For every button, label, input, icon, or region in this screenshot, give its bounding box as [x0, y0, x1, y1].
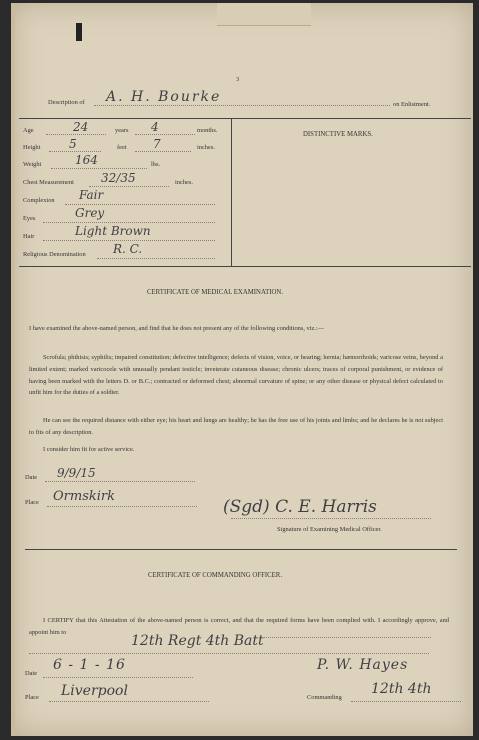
distinctive-marks-heading: DISTINCTIVE MARKS. — [303, 131, 373, 138]
appointment-dots-1 — [261, 637, 431, 638]
page-tab — [217, 3, 311, 26]
religion-label: Religious Denomination — [23, 251, 86, 258]
lower-rule — [25, 549, 457, 550]
commanding-label: Commanding — [307, 694, 342, 701]
description-suffix: on Enlistment. — [393, 101, 431, 108]
commanding-place-value: Liverpool — [61, 683, 128, 699]
medical-heading: CERTIFICATE OF MEDICAL EXAMINATION. — [147, 289, 284, 296]
description-name: A. H. Bourke — [106, 89, 222, 105]
height-feet: 5 — [69, 137, 77, 151]
hair-label: Hair — [23, 233, 35, 240]
middle-rule — [19, 266, 471, 267]
appointment-value: 12th Regt 4th Batt — [131, 633, 264, 649]
age-months-dots — [135, 134, 195, 135]
age-label: Age — [23, 127, 34, 134]
height-label: Height — [23, 144, 41, 151]
signature-dots — [231, 518, 431, 519]
commanding-date-label: Date — [25, 670, 38, 677]
attestation-page — [11, 3, 473, 736]
years-label: years — [115, 127, 129, 134]
age-years: 24 — [73, 120, 89, 134]
medical-place-dots — [47, 506, 197, 507]
eyes-value: Grey — [75, 206, 105, 220]
column-divider — [231, 118, 232, 266]
height-inches: 7 — [153, 137, 161, 151]
page-edge — [11, 3, 15, 736]
religion-value: R. C. — [113, 242, 143, 256]
inches-label: inches. — [197, 144, 215, 151]
eyes-dots — [43, 222, 215, 223]
feet-label: feet — [117, 144, 127, 151]
chest-dots — [89, 186, 169, 187]
commanding-signature: P. W. Hayes — [317, 657, 409, 673]
medical-place-label: Place — [25, 499, 39, 506]
commanding-date-value: 6 - 1 - 16 — [53, 657, 126, 673]
weight-dots — [51, 168, 147, 169]
medical-date-value: 9/9/15 — [57, 466, 96, 480]
complexion-dots — [65, 204, 215, 205]
commanding-date-dots — [43, 677, 193, 678]
height-inches-dots — [135, 151, 191, 152]
medical-date-dots — [45, 481, 195, 482]
height-feet-dots — [49, 151, 101, 152]
chest-value: 32/35 — [101, 171, 136, 185]
commanding-heading: CERTIFICATE OF COMMANDING OFFICER. — [148, 572, 283, 579]
signature-caption: Signature of Examining Medical Officer. — [277, 526, 382, 533]
medical-intro: I have examined the above-named person, and find that he does not present any of the following conditions, viz.:— — [29, 325, 325, 332]
medical-date-label: Date — [25, 474, 38, 481]
hair-value: Light Brown — [75, 224, 151, 238]
chest-label: Chest Measurement — [23, 179, 74, 186]
hair-dots — [43, 240, 215, 241]
chest-inches-label: inches. — [175, 179, 193, 186]
commanding-dots — [351, 701, 461, 702]
months-label: months. — [197, 127, 218, 134]
weight-value: 164 — [75, 153, 98, 167]
medical-sight: He can see the required distance with either eye; his heart and lungs are healthy; he has the free use of his joints and limbs; and he declares he is not subject to fits of any description. — [29, 417, 443, 436]
clip-mark — [76, 23, 82, 41]
eyes-label: Eyes — [23, 215, 36, 222]
description-dots — [94, 105, 390, 106]
description-label: Description of — [48, 99, 85, 106]
lbs-label: lbs. — [151, 161, 161, 168]
medical-officer-signature: (Sgd) C. E. Harris — [223, 497, 377, 517]
commanding-place-label: Place — [25, 694, 39, 701]
weight-label: Weight — [23, 161, 42, 168]
top-rule — [19, 118, 471, 119]
age-years-dots — [46, 134, 106, 135]
religion-dots — [97, 258, 215, 259]
commanding-value: 12th 4th — [371, 681, 432, 697]
medical-place-value: Ormskirk — [53, 489, 115, 504]
appointment-dots-2 — [29, 653, 429, 654]
complexion-value: Fair — [79, 188, 104, 202]
medical-fit: I consider him fit for active service. — [43, 446, 135, 453]
commanding-text: I CERTIFY that this Attestation of the above-named person is correct, and that the required forms have been complied with. I accordingly approve, and appoint him to — [29, 617, 449, 636]
age-months: 4 — [151, 120, 159, 134]
medical-conditions: Scrofula; phthisis; syphilis; impaired constitution; defective intelligence; defects of vision, voice, or hearing; hernia; hæmorrhoids; varicose veins, beyond a limited extent; marked varicocele with unusually pendant testicle; inveterate cutaneous disease; chronic ulcers; traces of corporal punishment, or evidence of having been marked with the letters D. or B.C.; contracted or deformed chest; abnormal curvature of spine; or any other disease or physical defect calculated to unfit him for the duties of a soldier. — [29, 354, 443, 397]
page-number: 3 — [236, 76, 240, 83]
commanding-place-dots — [49, 701, 209, 702]
complexion-label: Complexion — [23, 197, 55, 204]
